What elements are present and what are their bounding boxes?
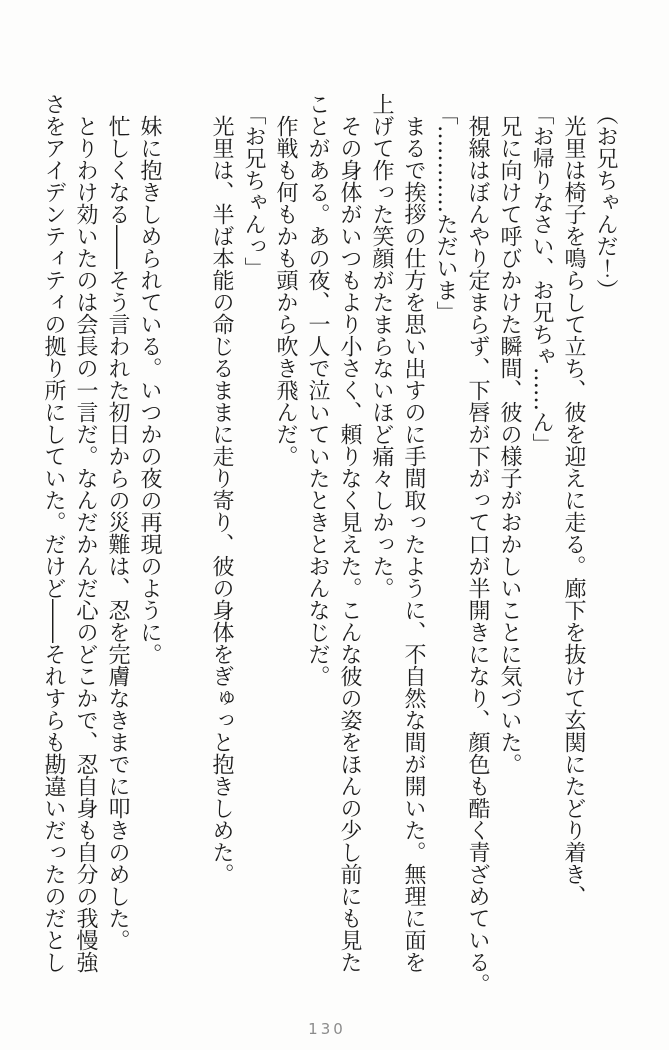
text-line: まるで挨拶の仕方を思い出すのに手間取ったように、不自然な間が開いた。無理に面を: [401, 115, 426, 973]
text-line: 作戦も何もかも頭から吹き飛んだ。: [273, 115, 298, 467]
text-line: 「お兄ちゃんっ」: [241, 102, 266, 279]
text-line: 視線はぼんやり定まらず、下唇が下がって口が半開きになり、顔色も酷く青ざめている。: [465, 115, 490, 995]
text-line: 妹に抱きしめられている。いつかの夜の再現のように。: [137, 115, 162, 665]
text-line: ことがある。あの夜、一人で泣いていたときとおんなじだ。: [305, 93, 330, 687]
text-line: とりわけ効いたのは会長の一言だ。なんだかんだ心のどこかで、忍自身も自分の我慢強: [73, 115, 98, 973]
text-line: 光里は、半ば本能の命じるままに走り寄り、彼の身体をぎゅっと抱きしめた。: [209, 115, 234, 885]
text-line: 忙しくなる――そう言われた初日からの災難は、忍を完膚なきまでに叩きのめした。: [105, 115, 130, 951]
text-line: さをアイデンティティの拠り所にしていた。だけど――それすらも勘違いだったのだとし: [41, 93, 66, 973]
text-line: 「お帰りなさい、お兄ちゃ……ん」: [529, 102, 554, 455]
text-line: 「…………ただいま」: [433, 102, 458, 323]
text-line: （お兄ちゃんだ！）: [593, 102, 618, 301]
page-number: 130: [308, 1020, 346, 1038]
text-line: 光里は椅子を鳴らして立ち、彼を迎えに走る。廊下を抜けて玄関にたどり着き、: [561, 115, 586, 907]
text-line: 上げて作った笑顔がたまらないほど痛々しかった。: [369, 93, 394, 599]
text-line: 兄に向けて呼びかけた瞬間、彼の様子がおかしいことに気づいた。: [497, 115, 522, 775]
text-block: [37, 93, 621, 1005]
text-line: その身体がいつもより小さく、頼りなく見えた。こんな彼の姿をほんの少し前にも見た: [337, 115, 362, 973]
